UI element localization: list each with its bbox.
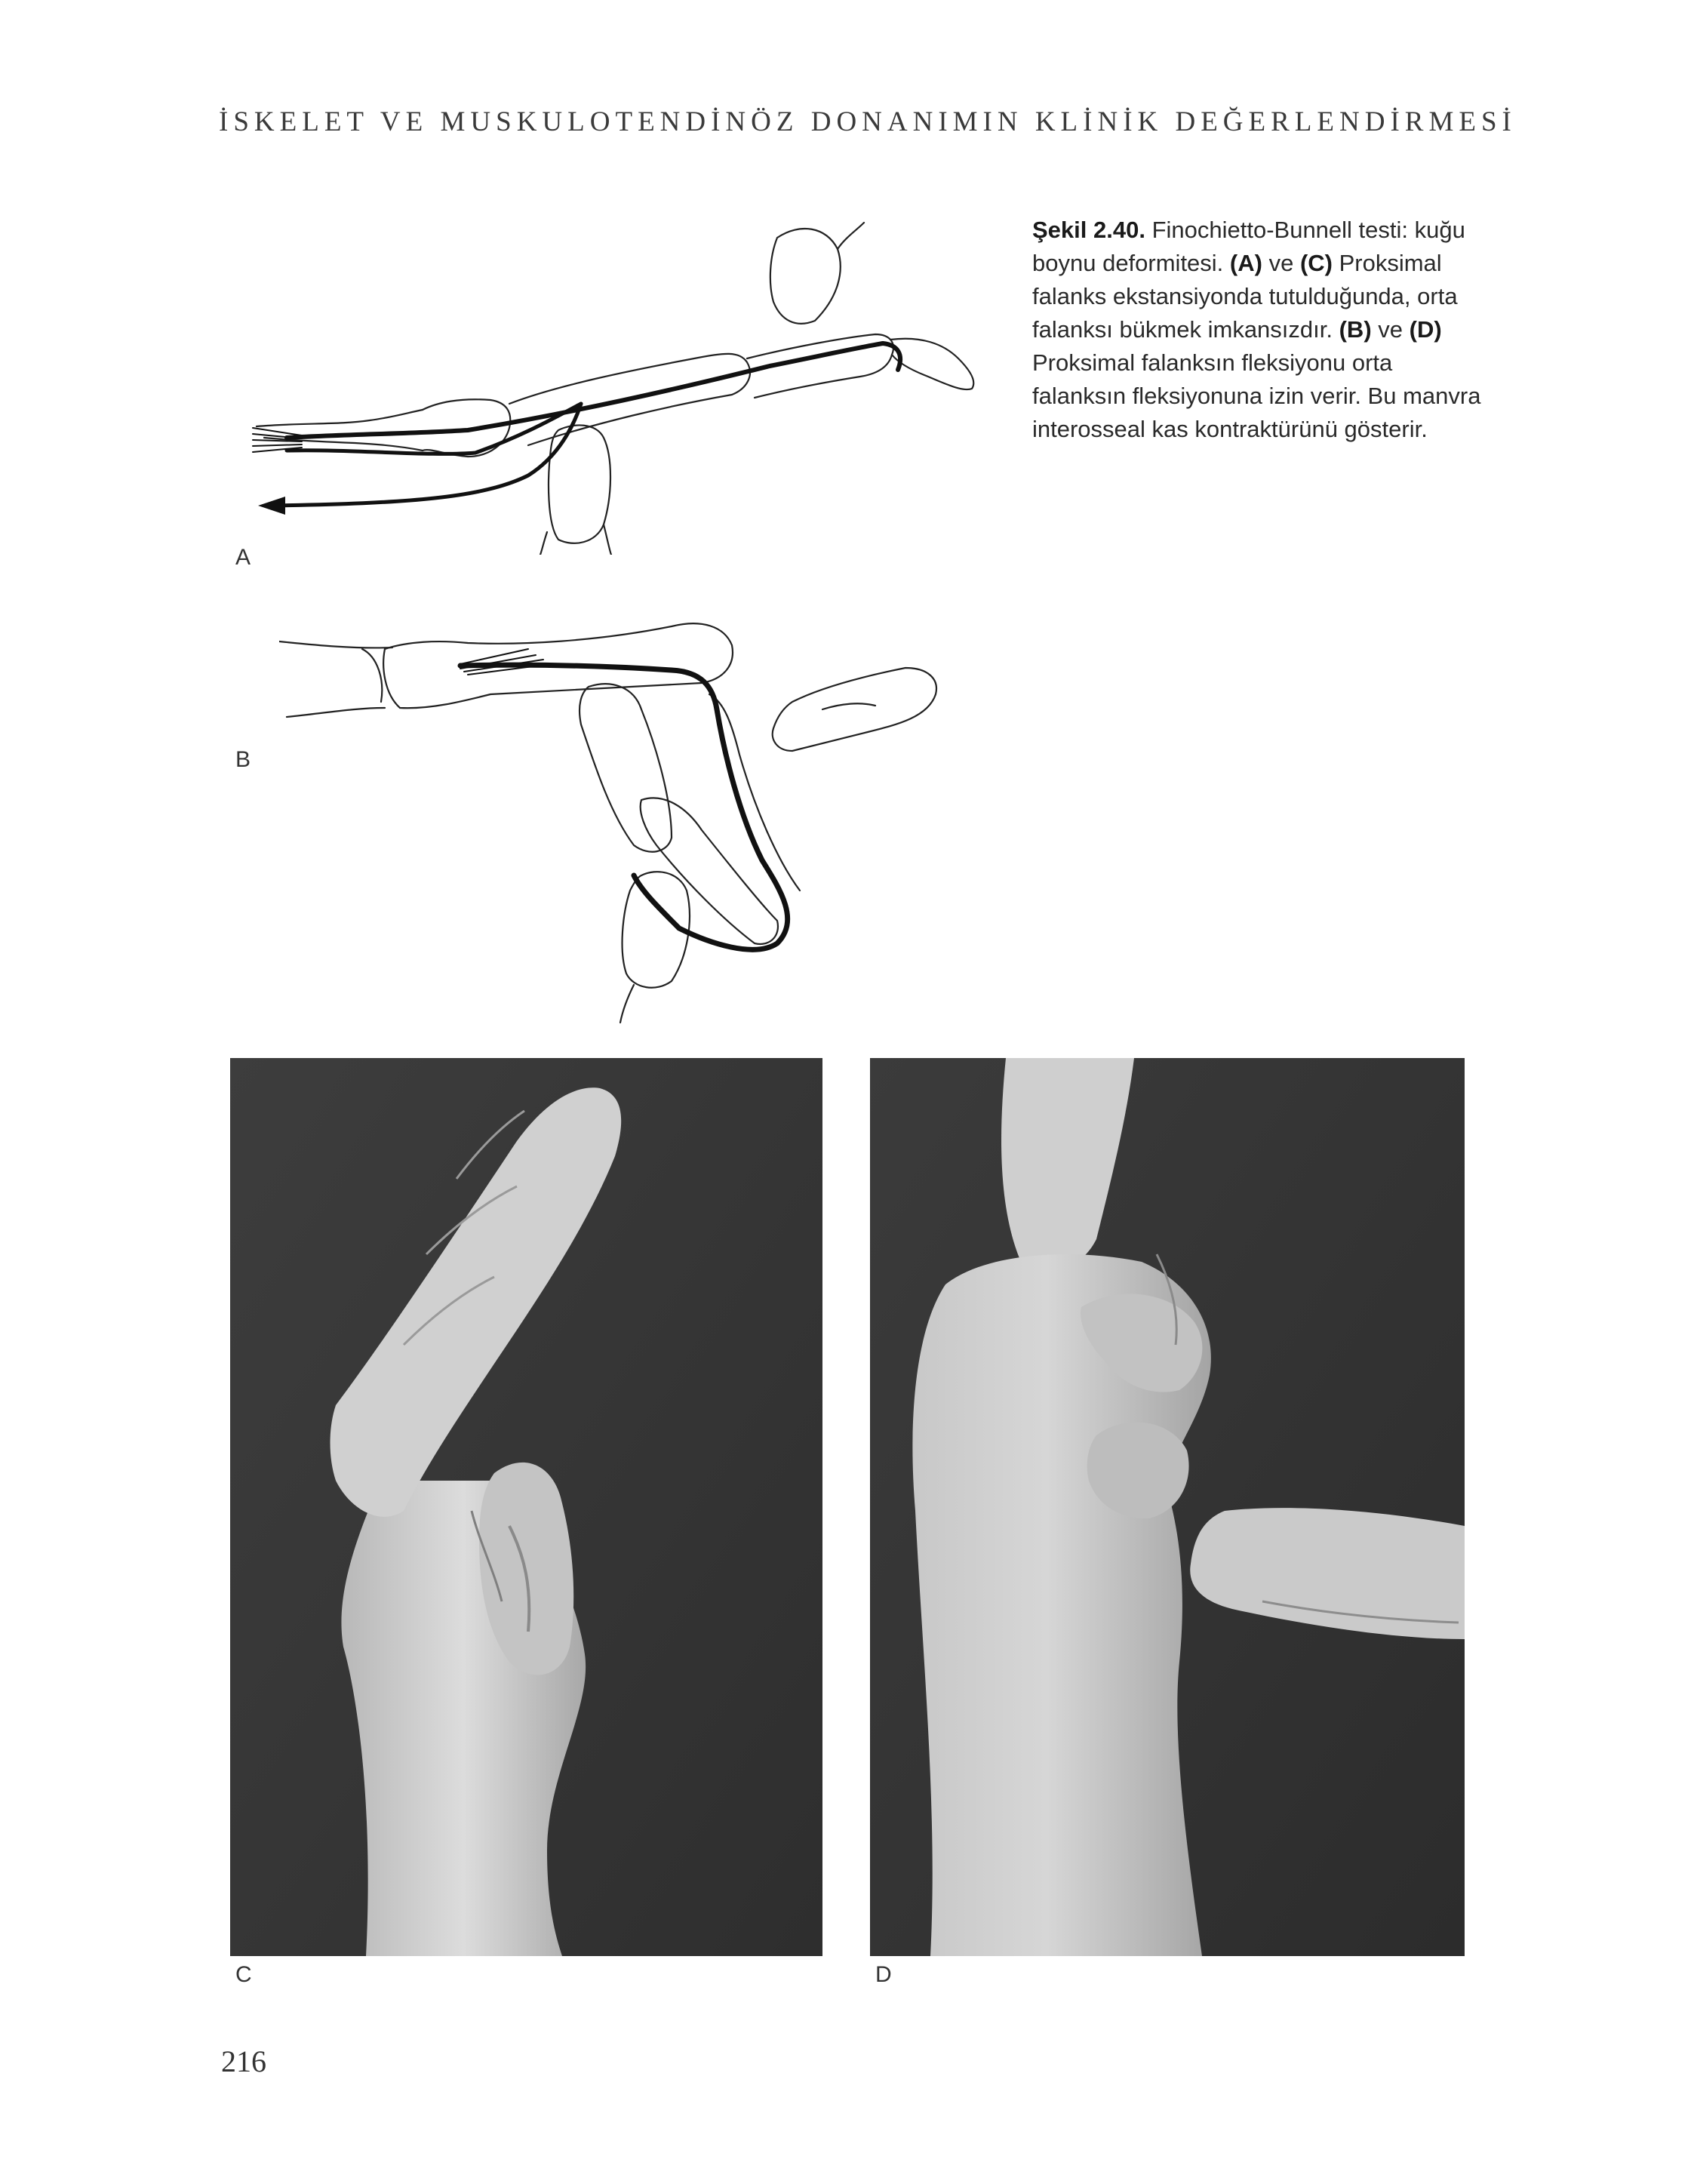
- panel-label-c: C: [235, 1962, 252, 1987]
- caption-text-2: ve: [1262, 250, 1300, 276]
- figure-number: Şekil 2.40.: [1032, 217, 1145, 243]
- figure-caption: [1032, 214, 1485, 446]
- caption-ref-c: (C): [1299, 250, 1333, 276]
- finger-flexion-drawing: [279, 604, 958, 1026]
- caption-text-5: Proksimal falanksın fleksiyonu orta falanksın fleksiyonuna izin verir. Bu manvra interosseal kas kontraktürünü gösterir.: [1032, 349, 1481, 442]
- caption-ref-d: (D): [1409, 316, 1442, 343]
- panel-label-b: B: [235, 747, 251, 772]
- photo-d-hand-flexed: [870, 1058, 1465, 1956]
- caption-ref-b: (B): [1339, 316, 1372, 343]
- page-number: 216: [221, 2044, 266, 2078]
- finger-extension-drawing: [241, 208, 981, 555]
- panel-label-d: D: [875, 1962, 892, 1987]
- running-head: İSKELET VE MUSKULOTENDİNÖZ DONANIMIN KLİNİK DEĞERLENDİRMESİ: [219, 106, 1517, 137]
- caption-text-1: Finochietto-Bunnell testi: kuğu boynu deformitesi.: [1032, 217, 1465, 276]
- caption-ref-a: (A): [1229, 250, 1262, 276]
- photo-c-hand-extended: [230, 1058, 822, 1956]
- caption-text-3: Proksimal falanks ekstansiyonda tutulduğunda, orta falanksı bükmek imkansızdır.: [1032, 250, 1458, 343]
- caption-text-4: ve: [1371, 316, 1410, 343]
- panel-label-a: A: [235, 545, 251, 570]
